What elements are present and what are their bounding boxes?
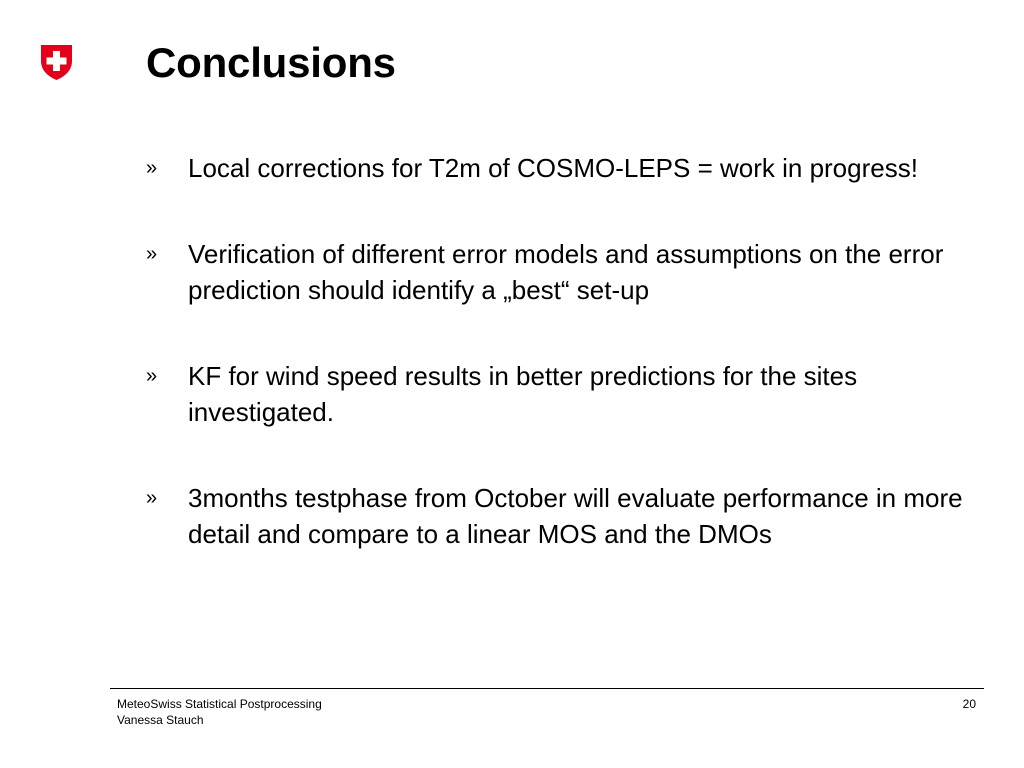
bullet-text: 3months testphase from October will evaluate performance in more detail and compare to a linear MOS and the DMOs xyxy=(188,483,963,549)
footer-title: MeteoSwiss Statistical Postprocessing xyxy=(117,697,322,711)
bullet-item xyxy=(146,150,996,186)
bullet-marker: » xyxy=(146,487,158,509)
page-number: 20 xyxy=(962,697,976,711)
footer-info xyxy=(117,696,322,728)
bullet-item xyxy=(146,236,996,308)
bullet-marker: » xyxy=(146,243,158,265)
footer-author: Vanessa Stauch xyxy=(117,713,204,727)
bullet-item xyxy=(146,480,996,552)
bullet-text: Verification of different error models and assumptions on the error prediction should identify a „best“ set-up xyxy=(188,239,944,305)
swiss-cross-shield-icon xyxy=(40,44,73,81)
slide-title: Conclusions xyxy=(146,39,396,86)
footer-divider xyxy=(110,688,984,689)
bullet-item xyxy=(146,358,996,430)
bullet-marker: » xyxy=(146,365,158,387)
bullet-marker: » xyxy=(146,157,158,179)
bullet-text: Local corrections for T2m of COSMO-LEPS = work in progress! xyxy=(188,153,918,183)
bullet-list xyxy=(146,150,996,602)
bullet-text: KF for wind speed results in better predictions for the sites investigated. xyxy=(188,361,858,427)
